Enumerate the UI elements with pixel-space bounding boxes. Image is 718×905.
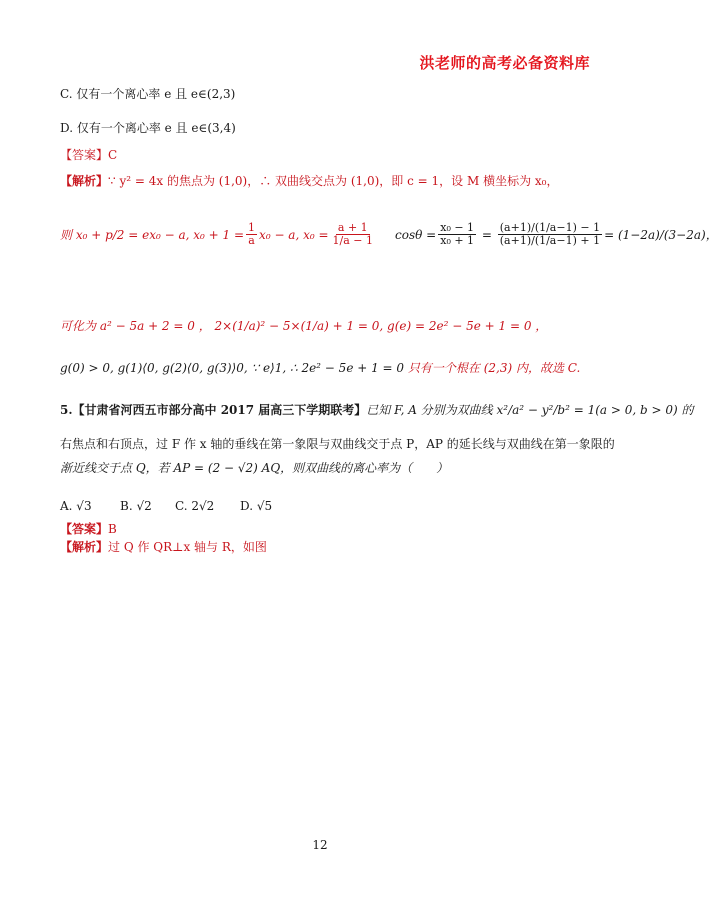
q5-answer-label: 【答案】 (60, 522, 109, 536)
cos-label: cosθ = (395, 227, 437, 242)
cos-result: = (1−2a)/(3−2a)， (604, 227, 718, 242)
q5-stem-line-3: 渐近线交于点 Q，若 AP = (2 − √2) AQ，则双曲线的离心率为（ ） (60, 461, 449, 475)
q5-stem-1: 已知 F, A 分别为双曲线 x²/a² − y²/b² = 1(a > 0, b > 0) 的 (366, 403, 694, 417)
q5-option-c: C. 2√2 (175, 499, 215, 513)
analysis-line-2: 则 x₀ + p/2 = ex₀ − a, x₀ + 1 = $\frac{1}{a}$ x₀ − a, x₀ = $\frac{a + 1}{1/a - 1}$ cosθ = $\frac{\text{x₀ − 1}}{\text{x₀ + 1}}$ = $\frac{(a+1)/(1/a-1) - 1}{(a+1)/(1/a-1) + 1}$ = (1−2a)/(3−2a)， (60, 221, 718, 247)
answer-row (60, 147, 117, 163)
option-d: D. 仅有一个离心率 e 且 e∈(3,4) (60, 121, 236, 135)
line2-mid: x₀ − a, x₀ = (259, 227, 329, 242)
q5-analysis-row (60, 539, 267, 555)
q5-analysis-label: 【解析】 (60, 540, 109, 554)
line2-prefix: 则 x₀ + p/2 = ex₀ − a, x₀ + 1 = (60, 227, 245, 242)
line4-conclusion: 只有一个根在 (2,3) 内，故选 C. (407, 361, 581, 375)
q5-analysis-text: 过 Q 作 QR⊥x 轴与 R，如图 (108, 540, 267, 554)
analysis-label: 【解析】 (60, 174, 109, 188)
fraction-1-over-a: $\frac{1}{a}$ (248, 221, 256, 247)
q5-answer-row (60, 521, 117, 537)
brand-title: 洪老师的高考必备资料库 (419, 54, 590, 72)
analysis-line-3: 可化为 a² − 5a + 2 = 0 ， 2×(1/a)² − 5×(1/a) + 1 = 0, g(e) = 2e² − 5e + 1 = 0 ， (60, 319, 548, 333)
analysis-line-4 (60, 360, 580, 376)
fraction-x0: $\frac{a + 1}{1/a - 1}$ (332, 221, 374, 247)
q5-option-a: A. √3 (60, 499, 92, 513)
q5-option-d: D. √5 (240, 499, 273, 513)
page-number: 12 (312, 838, 328, 852)
q5-source: 5.【甘肃省河西五市部分高中 2017 届高三下学期联考】 (60, 403, 367, 417)
answer-value: C (108, 148, 118, 162)
option-c: C. 仅有一个离心率 e 且 e∈(2,3) (60, 87, 236, 101)
analysis-line-1 (60, 173, 558, 189)
line4-conditions: g(0) > 0, g(1)⟨0, g(2)⟨0, g(3)⟩0, ∵ e⟩1, ∴ 2e² − 5e + 1 = 0 (60, 361, 405, 375)
q5-stem-line-2: 右焦点和右顶点，过 F 作 x 轴的垂线在第一象限与双曲线交于点 P，AP 的延长线与双曲线在第一象限的 (60, 437, 615, 451)
answer-label: 【答案】 (60, 148, 109, 162)
q5-answer-value: B (108, 522, 117, 536)
analysis-text-1: ∵ y² = 4x 的焦点为 (1,0)，∴ 双曲线交点为 (1,0)，即 c = 1，设 M 横坐标为 x₀， (108, 174, 559, 188)
fraction-cos-x0: $\frac{\text{x₀ − 1}}{\text{x₀ + 1}}$ (440, 221, 475, 247)
q5-stem-line-1 (60, 402, 694, 418)
fraction-cos-expanded: $\frac{(a+1)/(1/a-1) - 1}{(a+1)/(1/a-1) + 1}$ (499, 221, 601, 247)
q5-option-b: B. √2 (120, 499, 152, 513)
